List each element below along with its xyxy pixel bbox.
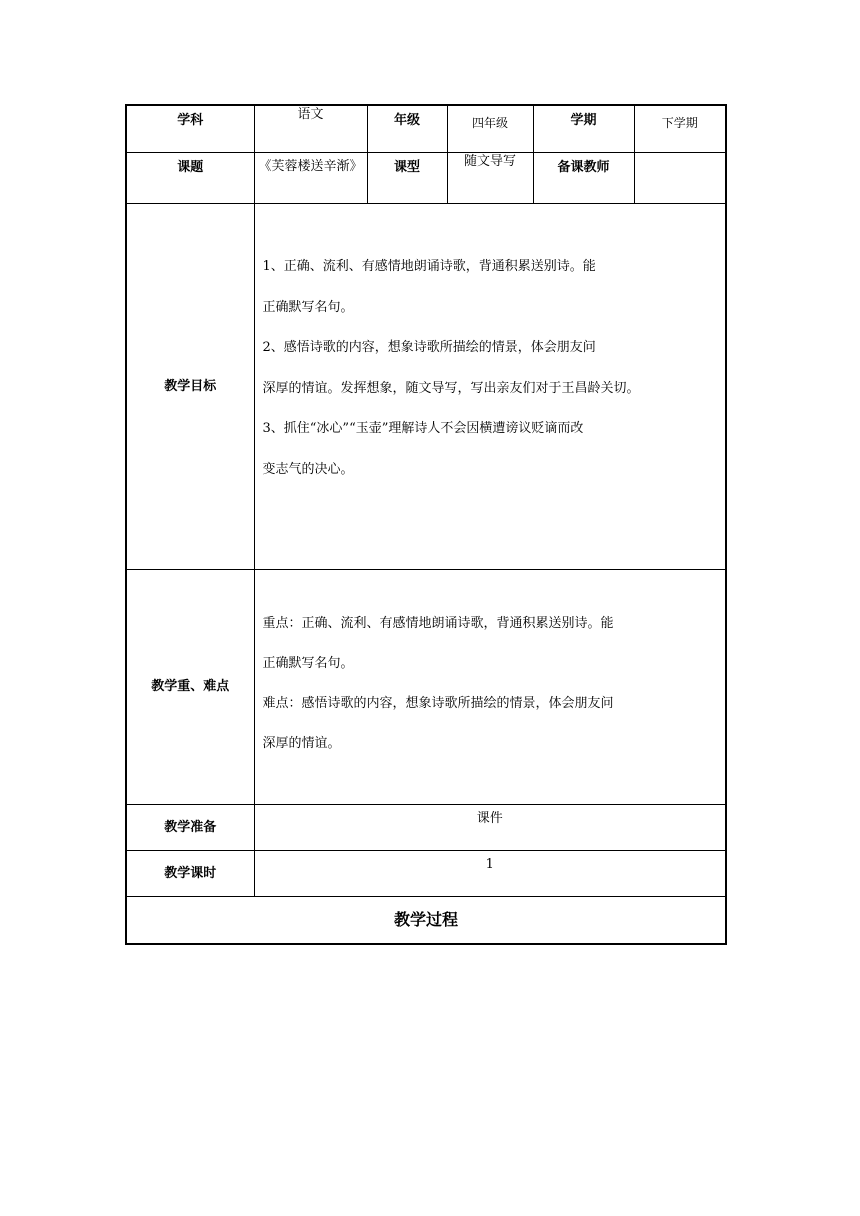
keypoints-row — [126, 570, 726, 805]
lesson-plan-page — [125, 104, 725, 945]
goals-line: 1、正确、流利、有感情地朗诵诗歌，背通积累送别诗。能 — [262, 259, 596, 274]
term-label: 学期 — [533, 105, 634, 153]
hours-row — [126, 851, 726, 897]
course-info-row — [126, 153, 726, 204]
prep-row — [126, 805, 726, 851]
lesson-plan-table — [125, 104, 727, 945]
goals-line: 正确默写名句。 — [262, 299, 354, 315]
term-value: 下学期 — [634, 105, 726, 153]
keypoints-line: 重点：正确、流利、有感情地朗诵诗歌，背通积累送别诗。能 — [262, 616, 614, 631]
type-label: 课型 — [367, 153, 447, 204]
hours-label: 教学课时 — [126, 851, 254, 897]
goals-row — [126, 204, 726, 570]
goals-content — [254, 204, 726, 570]
keypoints-content — [254, 570, 726, 805]
grade-label: 年级 — [367, 105, 447, 153]
topic-value: 《芙蓉楼送辛渐》 — [254, 153, 367, 204]
process-heading: 教学过程 — [126, 897, 726, 945]
keypoints-line: 正确默写名句。 — [262, 656, 354, 671]
goals-line: 变志气的决心。 — [262, 461, 354, 477]
keypoints-label: 教学重、难点 — [126, 570, 254, 805]
type-value: 随文导写 — [447, 153, 533, 204]
keypoints-line: 难点：感悟诗歌的内容，想象诗歌所描绘的情景，体会朋友问 — [262, 696, 614, 711]
teacher-value — [634, 153, 726, 204]
prep-label: 教学准备 — [126, 805, 254, 851]
prep-value: 课件 — [254, 805, 726, 851]
subject-value: 语文 — [254, 105, 367, 153]
basic-info-row — [126, 105, 726, 153]
goals-line: 深厚的情谊。发挥想象，随文导写，写出亲友们对于王昌龄关切。 — [262, 380, 640, 396]
process-row — [126, 897, 726, 945]
hours-value: 1 — [254, 851, 726, 897]
topic-label: 课题 — [126, 153, 254, 204]
goals-line: 3、抓住“冰心”“玉壶”理解诗人不会因横遭谤议贬谪而改 — [262, 421, 584, 436]
keypoints-line: 深厚的情谊。 — [262, 736, 341, 751]
subject-label: 学科 — [126, 105, 254, 153]
grade-value: 四年级 — [447, 105, 533, 153]
goals-line: 2、感悟诗歌的内容，想象诗歌所描绘的情景，体会朋友问 — [262, 340, 596, 355]
teacher-label: 备课教师 — [533, 153, 634, 204]
goals-label: 教学目标 — [126, 204, 254, 570]
